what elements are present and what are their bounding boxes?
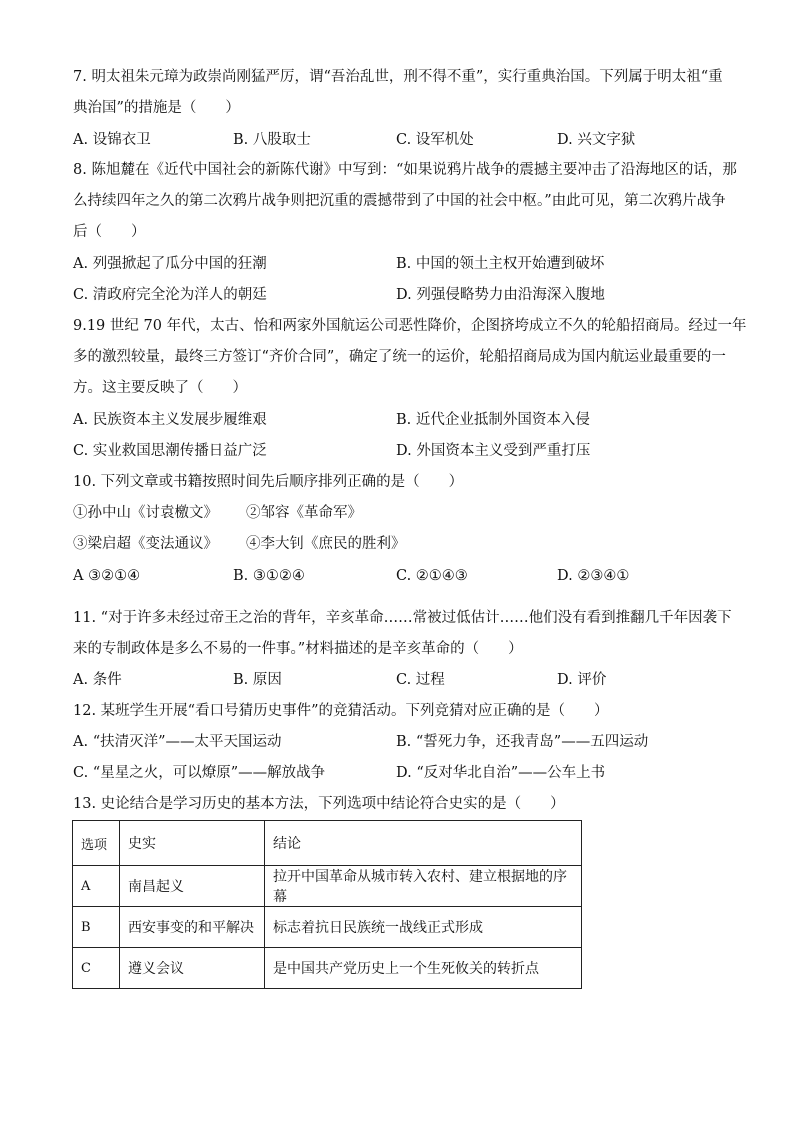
q7-stem-line2: 典治国”的措施是（ ） bbox=[73, 100, 240, 116]
q11-option-c: C. 过程 bbox=[396, 672, 445, 688]
table-header-cell: 选项 bbox=[73, 821, 120, 866]
q7-option-b: B. 八股取士 bbox=[233, 132, 311, 148]
q12-option-b: B. “誓死力争，还我青岛”——五四运动 bbox=[396, 734, 649, 750]
table-cell: 西安事变的和平解决 bbox=[120, 907, 265, 948]
q8-option-b: B. 中国的领土主权开始遭到破坏 bbox=[396, 256, 605, 272]
q12-option-a: A. “扶清灭洋”——太平天国运动 bbox=[73, 734, 282, 750]
q9-option-d: D. 外国资本主义受到严重打压 bbox=[396, 443, 591, 459]
q8-stem-line2: 么持续四年之久的第二次鸦片战争则把沉重的震撼带到了中国的社会中枢。”由此可见，第二次鸦片战争 bbox=[73, 193, 726, 209]
q10-item-1: ①孙中山《讨袁檄文》 bbox=[73, 505, 218, 521]
q10-item-3: ③梁启超《变法通议》 bbox=[73, 536, 218, 552]
q10-option-b: B. ③①②④ bbox=[233, 568, 305, 584]
q10-option-d: D. ②③④① bbox=[557, 568, 630, 584]
q11-option-a: A. 条件 bbox=[73, 672, 122, 688]
table-cell: 是中国共产党历史上一个生死攸关的转折点 bbox=[265, 948, 582, 989]
table-cell: B bbox=[73, 907, 120, 948]
q13-stem: 13. 史论结合是学习历史的基本方法，下列选项中结论符合史实的是（ ） bbox=[73, 796, 565, 812]
table-cell: C bbox=[73, 948, 120, 989]
table-row bbox=[73, 866, 582, 907]
table-cell: 拉开中国革命从城市转入农村、建立根据地的序幕 bbox=[265, 866, 582, 907]
q10-item-4: ④李大钊《庶民的胜利》 bbox=[246, 536, 406, 552]
q11-stem-line2: 来的专制政体是多么不易的一件事。”材料描述的是辛亥革命的（ ） bbox=[73, 641, 523, 657]
table-header-row bbox=[73, 821, 582, 866]
table-header-cell: 结论 bbox=[265, 821, 582, 866]
q9-stem-line1: 9.19 世纪 70 年代，太古、怡和两家外国航运公司恶性降价，企图挤垮成立不久的轮船招商局。经过一年 bbox=[73, 318, 747, 334]
q9-option-a: A. 民族资本主义发展步履维艰 bbox=[73, 412, 267, 428]
q10-option-c: C. ②①④③ bbox=[396, 568, 468, 584]
q8-option-d: D. 列强侵略势力由沿海深入腹地 bbox=[396, 287, 605, 303]
table-cell: 标志着抗日民族统一战线正式形成 bbox=[265, 907, 582, 948]
table-header-cell: 史实 bbox=[120, 821, 265, 866]
q10-stem: 10. 下列文章或书籍按照时间先后顺序排列正确的是（ ） bbox=[73, 474, 464, 490]
q9-option-c: C. 实业救国思潮传播日益广泛 bbox=[73, 443, 267, 459]
q10-option-a: A ③②①④ bbox=[73, 568, 141, 584]
q12-option-d: D. “反对华北自治”——公车上书 bbox=[396, 765, 606, 781]
q12-option-c: C. “星星之火，可以燎原”——解放战争 bbox=[73, 765, 326, 781]
q13-table bbox=[72, 820, 582, 989]
q7-option-c: C. 设军机处 bbox=[396, 132, 474, 148]
q9-stem-line3: 方。这主要反映了（ ） bbox=[73, 380, 247, 396]
q9-stem-line2: 多的激烈较量，最终三方签订“齐价合同”，确定了统一的运价，轮船招商局成为国内航运业最重要的一 bbox=[73, 349, 726, 365]
table-cell: 南昌起义 bbox=[120, 866, 265, 907]
q8-option-a: A. 列强掀起了瓜分中国的狂潮 bbox=[73, 256, 267, 272]
table-row bbox=[73, 907, 582, 948]
q7-option-a: A. 设锦衣卫 bbox=[73, 132, 151, 148]
q8-stem-line3: 后（ ） bbox=[73, 224, 146, 240]
table-cell: 遵义会议 bbox=[120, 948, 265, 989]
q9-option-b: B. 近代企业抵制外国资本入侵 bbox=[396, 412, 590, 428]
q8-option-c: C. 清政府完全沦为洋人的朝廷 bbox=[73, 287, 267, 303]
q12-stem: 12. 某班学生开展“看口号猜历史事件”的竞猜活动。下列竞猜对应正确的是（ ） bbox=[73, 703, 609, 719]
q8-stem-line1: 8. 陈旭麓在《近代中国社会的新陈代谢》中写到：“如果说鸦片战争的震撼主要冲击了沿海地区的话，那 bbox=[73, 162, 737, 178]
q11-option-d: D. 评价 bbox=[557, 672, 607, 688]
table-cell: A bbox=[73, 866, 120, 907]
q11-stem-line1: 11. “对于许多未经过帝王之治的背年，辛亥革命……常被过低估计……他们没有看到推翻几千年因袭下 bbox=[73, 610, 732, 626]
q11-option-b: B. 原因 bbox=[233, 672, 282, 688]
q7-stem-line1: 7. 明太祖朱元璋为政崇尚刚猛严厉，谓“吾治乱世，刑不得不重”，实行重典治国。下列属于明太祖“重 bbox=[73, 69, 723, 85]
q10-item-2: ②邹容《革命军》 bbox=[246, 505, 362, 521]
table-row bbox=[73, 948, 582, 989]
q7-option-d: D. 兴文字狱 bbox=[557, 132, 636, 148]
